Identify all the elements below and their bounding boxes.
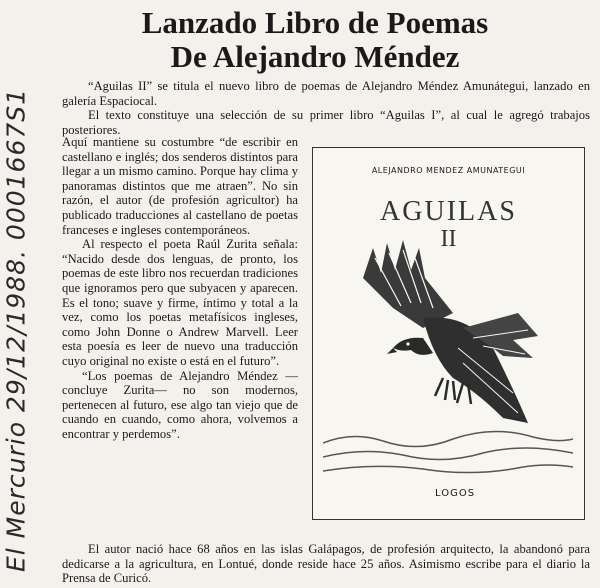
cover-title: AGUILAS — [380, 196, 517, 227]
handwritten-note-text: El Mercurio 29/12/1988. 0001667S1 — [1, 87, 31, 573]
column-paragraph: Al respecto el poeta Raúl Zurita señala: “Nacido desde dos lenguas, de pronto, los poemas de este libro nos recuerdan tradiciones que ignoramos pero que subyacen y aparecen. Es el tono; suave y firme, íntimo y total a la vez, como los poetas metafísicos ingleses, como John Donne o Andrew Marvell. Leer esta poesía es leer de nuevo una traducción cuyo original no existe o está en el futuro”. — [62, 237, 298, 368]
eagle-illustration — [353, 218, 553, 438]
intro-paragraphs — [62, 79, 590, 137]
headline — [60, 6, 570, 74]
headline-line-1: Lanzado Libro de Poemas — [141, 5, 489, 40]
intro-paragraph: El texto constituye una selección de su primer libro “Aguilas I”, al cual le agregó trabajos posteriores. — [62, 108, 590, 137]
handwritten-source-note — [0, 80, 36, 580]
cover-author: ALEJANDRO MENDEZ AMUNATEGUI — [371, 166, 526, 175]
headline-line-2: De Alejandro Méndez — [170, 39, 460, 74]
article-column — [62, 135, 298, 441]
column-paragraph: “Los poemas de Alejandro Méndez —concluye Zurita— no son modernos, pertenecen al futuro, ese algo tan viejo que de cuando en cuando, como ahora, volvemos a encontrar y perdemos”. — [62, 368, 298, 441]
hills-illustration — [323, 423, 573, 483]
book-cover-image — [312, 147, 585, 520]
footer-paragraph-block — [62, 542, 590, 586]
intro-paragraph: “Aguilas II” se titula el nuevo libro de poemas de Alejandro Méndez Amunátegui, lanzado en galería Espaciocal. — [62, 79, 590, 108]
cover-publisher: LOGOS — [435, 488, 476, 499]
cover-numeral: II — [440, 226, 457, 252]
footer-paragraph: El autor nació hace 68 años en las islas Galápagos, de profesión arquitecto, la abandonó para dedicarse a la agricultura, en Lontué, donde reside hace 25 años. Asimismo escribe para el diario la Prensa de Curicó. — [62, 542, 590, 586]
column-paragraph: Aquí mantiene su costumbre “de escribir en castellano e inglés; dos senderos distintos para llegar a un mismo camino. Porque hay clima y panoramas distintos que me atraen”. No sin razón, el autor (de profesión agricultor) ha publicado traducciones al castellano de poetas franceses e ingleses contemporáneos. — [62, 135, 298, 237]
